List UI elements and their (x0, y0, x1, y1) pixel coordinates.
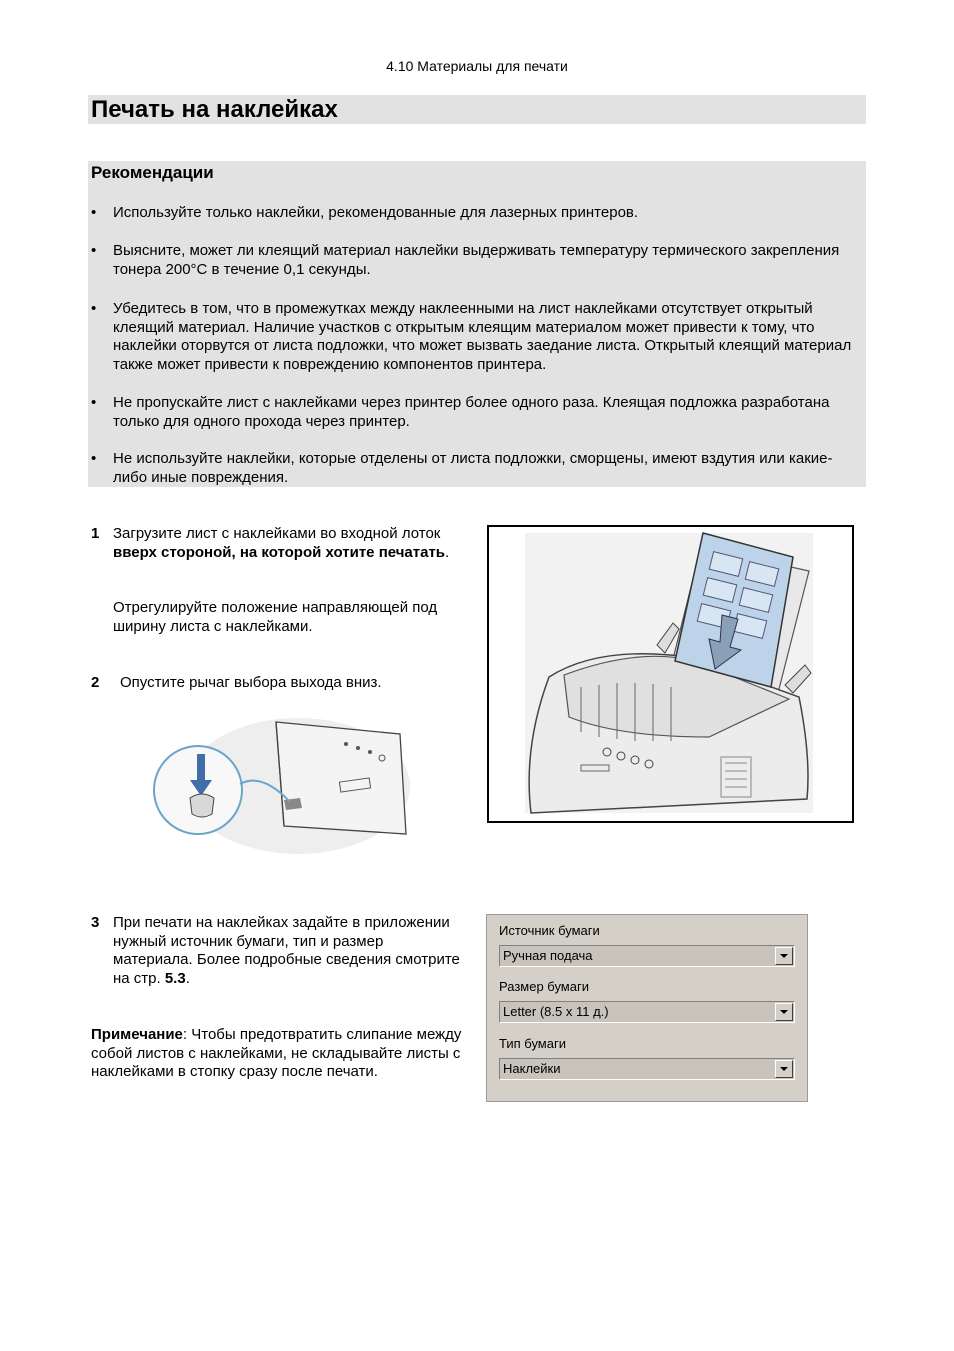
chevron-down-icon[interactable] (775, 1060, 793, 1078)
paper-settings-dialog (486, 914, 808, 1102)
step-number: 1 (91, 525, 100, 542)
printer-loading-illustration (487, 525, 854, 823)
step-number: 3 (91, 914, 100, 931)
step-1: 1 Загрузите лист с наклейками во входной лоток вверх стороной, на которой хотите печатать. Отрегулируйте положение направляющей под ширину листа с наклейками. (91, 525, 469, 645)
printer-icon (489, 527, 852, 821)
step-2: 2 Опустите рычаг выбора выхода вниз. (91, 674, 382, 691)
step-number: 2 (91, 674, 100, 691)
note-label: Примечание (91, 1026, 183, 1043)
recommendations-heading: Рекомендации (91, 163, 214, 182)
paper-size-label: Размер бумаги (499, 979, 589, 994)
paper-type-label: Тип бумаги (499, 1036, 566, 1051)
bullet-icon: • (91, 300, 97, 317)
paper-size-select[interactable]: Letter (8.5 x 11 д.) (499, 1001, 795, 1023)
lever-icon (150, 714, 410, 862)
output-lever-illustration (150, 714, 410, 862)
bullet-icon: • (91, 394, 97, 411)
paper-source-label: Источник бумаги (499, 923, 600, 938)
chevron-down-icon[interactable] (775, 1003, 793, 1021)
paper-source-select[interactable]: Ручная подача (499, 945, 795, 967)
page-title: Печать на наклейках (91, 96, 338, 123)
bullet-icon: • (91, 204, 97, 221)
recommendations-box: Рекомендации • Используйте только наклейки, рекомендованные для лазерных принтеров. • Выясните, может ли клеящий материал наклейки выдерживать температуру термического закрепления тонера 200°С в течение 0,1 секунды. • Убедитесь в том, что в промежутках между наклеенными на лист наклейками отсутствует открытый клеящий материал. Наличие участков с открытым клеящим материалом может привести к тому, что наклейки оторвутся от листа подложки, что может вызвать заедание листа. Открытый клеящий материал также может привести к повреждению компонентов принтера. • Не пропускайте лист с наклейками через принтер более одного раза. Клеящая подложка разработана только для одного прохода через принтер. • Не используйте наклейки, которые отделены от листа подложки, сморщены, имеют вздутия или какие-либо иные повреждения. (88, 161, 866, 487)
step-1-note: Отрегулируйте положение направляющей под ширину листа с наклейками. (113, 599, 438, 635)
note-text: : Чтобы предотвратить слипание между собой листов с наклейками, не складывайте листы с наклейками в стопку сразу после печати. (91, 1026, 462, 1080)
bullet-icon: • (91, 450, 97, 467)
chevron-down-icon[interactable] (775, 947, 793, 965)
title-bar (88, 95, 866, 124)
note (91, 1026, 467, 1082)
paper-type-select[interactable]: Наклейки (499, 1058, 795, 1080)
bullet-icon: • (91, 242, 97, 259)
running-header: 4.10 Материалы для печати (386, 58, 568, 74)
step-3: 3 При печати на наклейках задайте в приложении нужный источник бумаги, тип и размер материала. Более подробные сведения смотрите на стр. 5.3. (91, 914, 460, 987)
